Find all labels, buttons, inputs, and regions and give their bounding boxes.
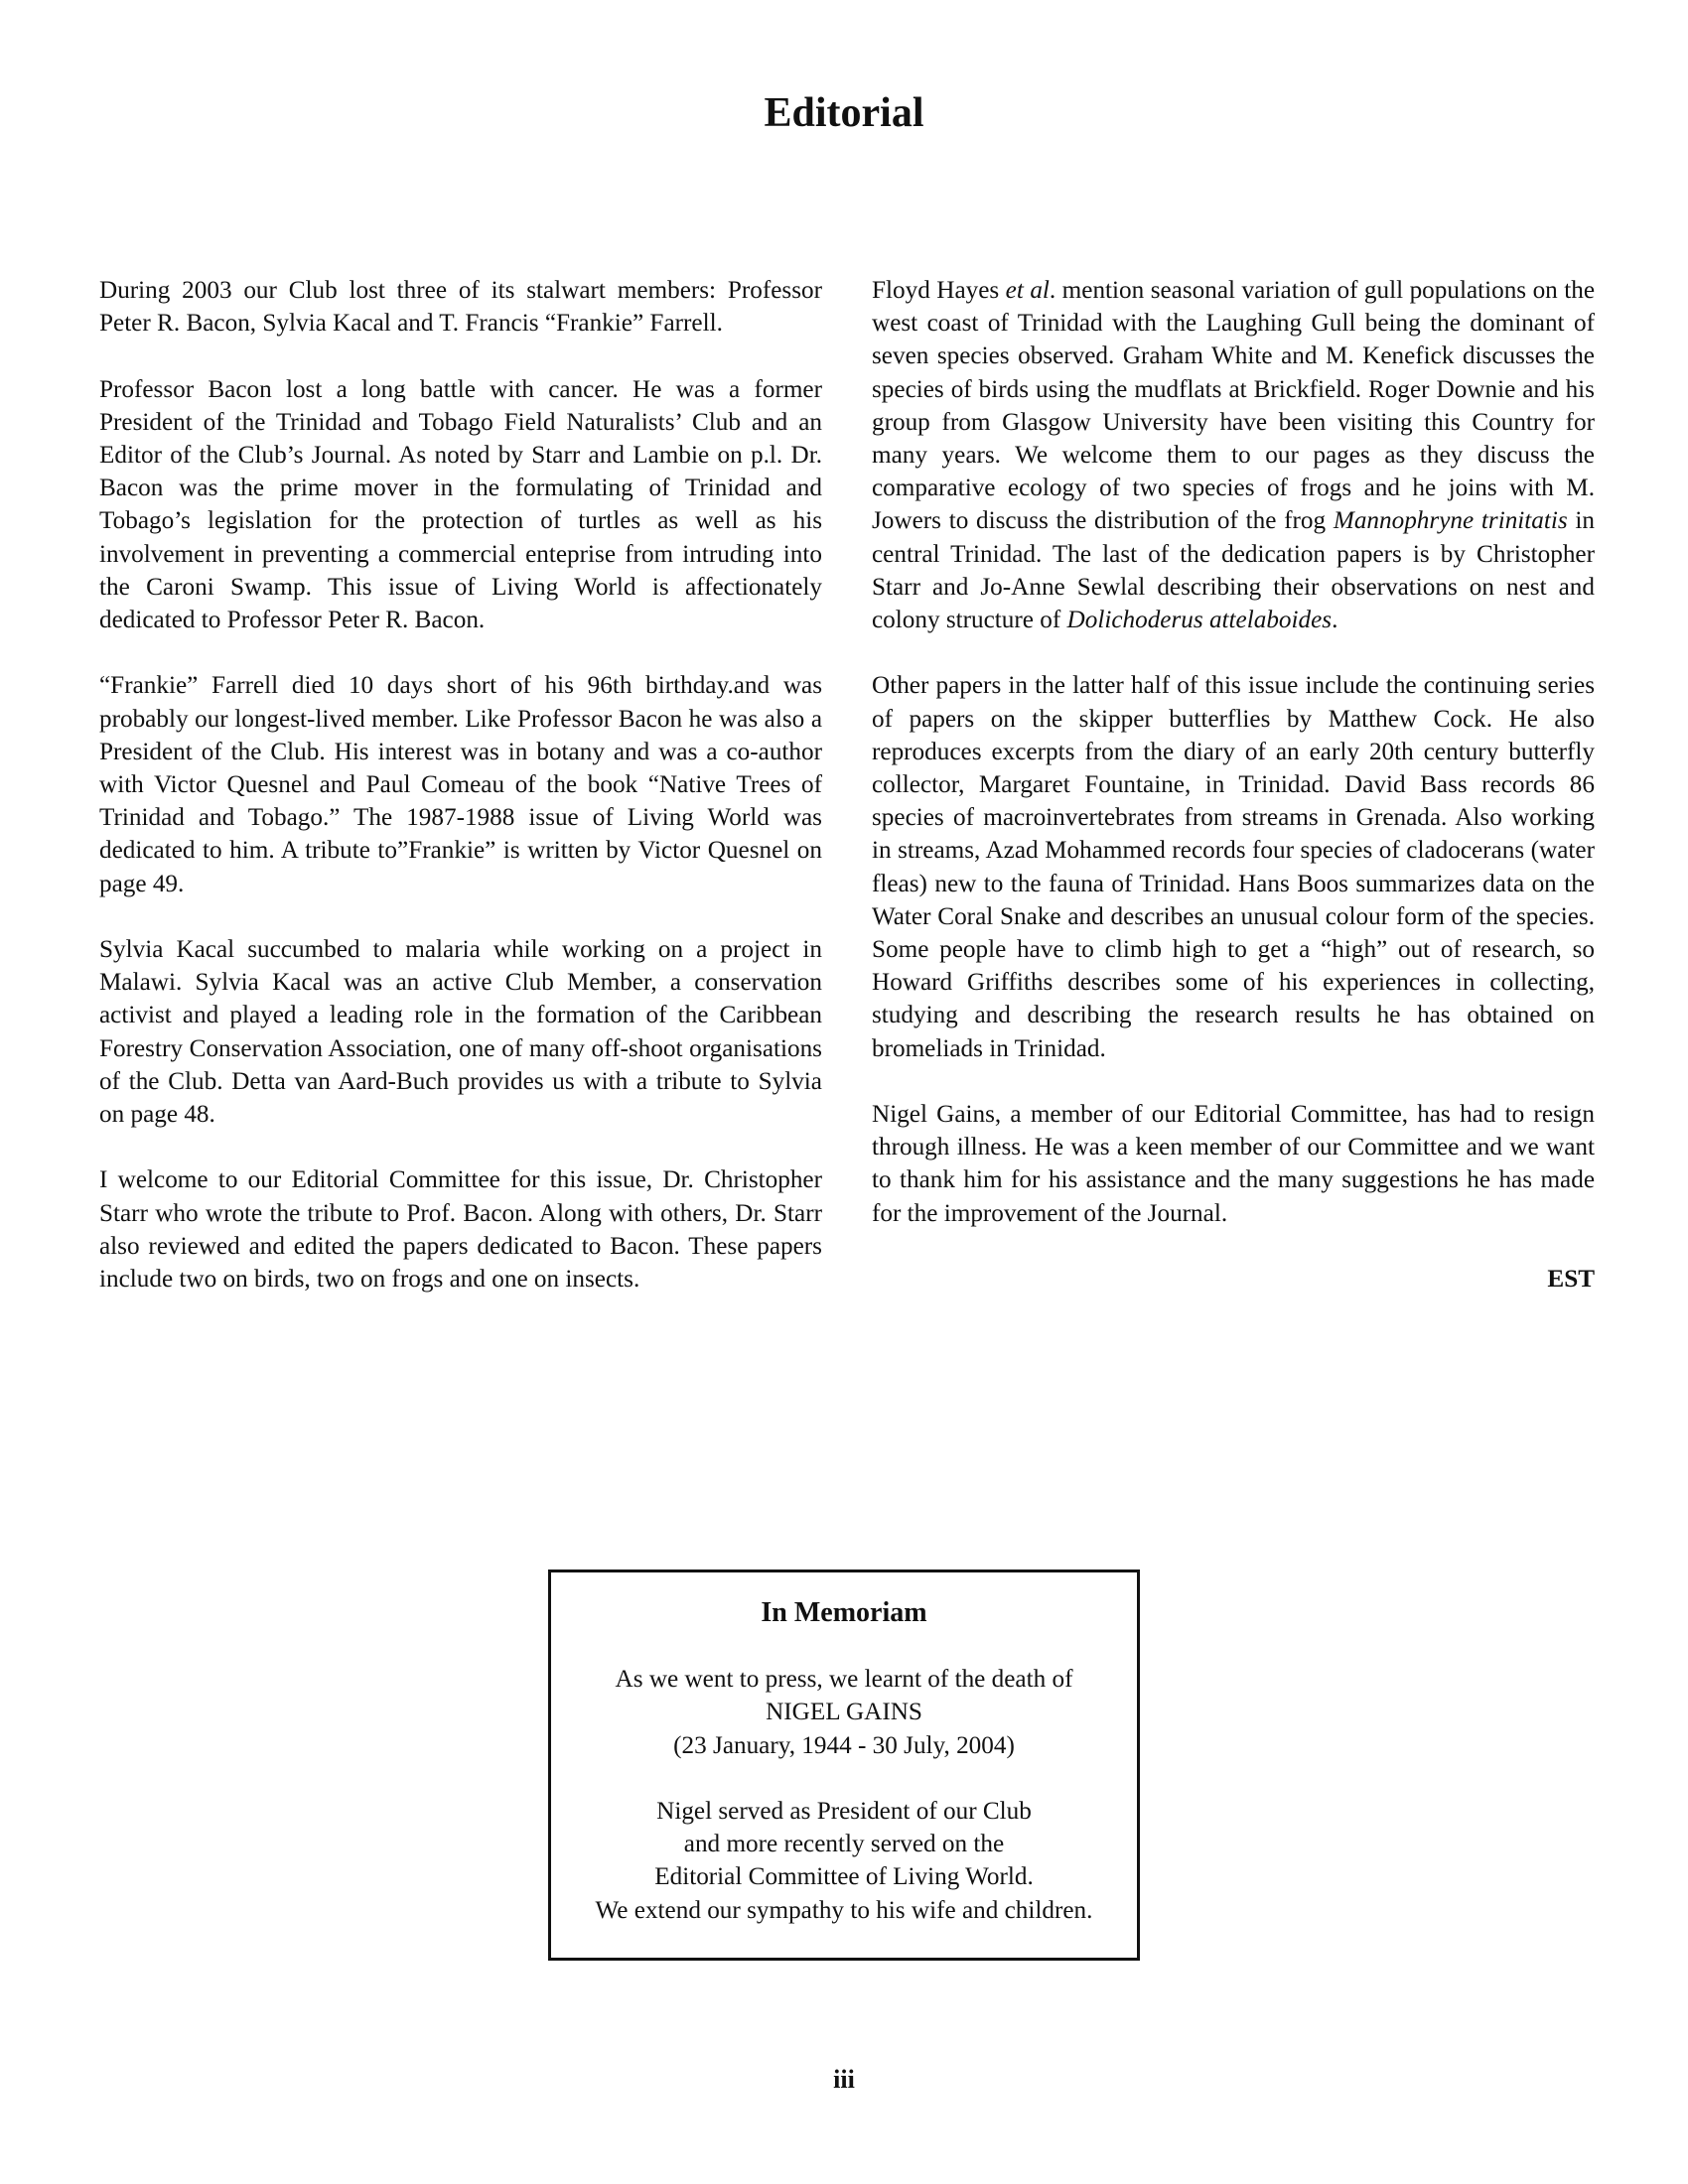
paragraph: I welcome to our Editorial Committee for this issue, Dr. Christopher Starr who wrote the tribute to Prof. Bacon. Along with others, Dr. Starr also reviewed and edited the papers dedicated to Bacon. These papers include two on birds, two on frogs and one on insects. [99,1166,822,1294]
memoriam-dates: (23 January, 1944 - 30 July, 2004) [673,1731,1015,1759]
species-name: Dolichoderus attelaboides [1066,607,1333,634]
paragraph: Sylvia Kacal succumbed to malaria while working on a project in Malawi. Sylvia Kacal was an active Club Member, a conservation activist and played a leading role in the formation of the Caribbean Forestry Conservation Association, one of many off-shoot organisations of the Club. Detta van Aard-Buch provides us with a tribute to Sylvia on page 48. [99,936,822,1129]
in-memoriam-box [548,1570,1140,1961]
text-run: . [1332,607,1338,634]
italic-text: et al [1005,277,1050,304]
paragraph [872,274,1595,636]
text-run: Floyd Hayes [872,277,1006,304]
paragraph: “Frankie” Farrell died 10 days short of his 96th birthday.and was probably our longest-lived member. Like Professor Bacon he was also a President of the Club. His interest was in botany and was a co-author with Victor Quesnel and Paul Comeau of the book “Native Trees of Trinidad and Tobago.” The 1987-1988 issue of Living World was dedicated to him. A tribute to”Frankie” is written by Victor Quesnel on page 49. [99,672,822,897]
memoriam-line: We extend our sympathy to his wife and children. [595,1896,1093,1924]
text-run: in central Trinidad. The last of the dedication papers is by Christopher Starr and Jo-Anne Sewlal describing their observations on nest and colony structure of [872,507,1596,634]
paragraph: Other papers in the latter half of this issue include the continuing series of papers on the skipper butterflies by Matthew Cock. He also reproduces excerpts from the diary of an early 20th century butterfly collector, Margaret Fountaine, in Trinidad. David Bass records 86 species of macroinvertebrates from streams in Grenada. Also working in streams, Azad Mohammed records four species of cladocerans (water fleas) new to the fauna of Trinidad. Hans Boos summarizes data on the Water Coral Snake and describes an unusual colour form of the species. Some people have to climb high to get a “high” out of research, so Howard Griffiths describes some of his experiences in collecting, studying and describing the research results he has obtained on bromeliads in Trinidad. [872,672,1595,1062]
species-name: Mannophryne trinitatis [1333,507,1568,535]
paragraph: Nigel Gains, a member of our Editorial Committee, has had to resign through illness. He was a keen member of our Committee and we want to thank him for his assistance and the many suggestions he has made for the improvement of the Journal. [872,1101,1595,1227]
memoriam-line: Editorial Committee of Living World. [654,1863,1034,1891]
left-column [99,274,822,1296]
memoriam-name: NIGEL GAINS [766,1699,922,1726]
text-run: . mention seasonal variation of gull populations on the west coast of Trinidad with the Laughing Gull being the dominant of seven species observed. Graham White and M. Kenefick discusses the species of birds using the mudflats at Brickfield. Roger Downie and his group from Glasgow University have been visiting this Country for many years. We welcome them to our pages as they discuss the comparative ecology of two species of frogs and he joins with M. Jowers to discuss the distribution of the frog [872,277,1596,535]
paragraph: During 2003 our Club lost three of its stalwart members: Professor Peter R. Bacon, Sylvia Kacal and T. Francis “Frankie” Farrell. [99,277,822,338]
right-column [872,274,1595,1296]
memoriam-line: and more recently served on the [683,1831,1005,1858]
page-title: Editorial [764,90,924,136]
memoriam-line: As we went to press, we learnt of the death of [615,1666,1073,1694]
paragraph: Professor Bacon lost a long battle with cancer. He was a former President of the Trinidad and Tobago Field Naturalists’ Club and an Editor of the Club’s Journal. As noted by Starr and Lambie on p.l. Dr. Bacon was the prime mover in the formulating of Trinidad and Tobago’s legislation for the protection of turtles as well as his involvement in preventing a commercial enteprise from intruding into the Caroni Swamp. This issue of Living World is affectionately dedicated to Professor Peter R. Bacon. [99,375,822,634]
editor-signoff: EST [1547,1266,1595,1294]
memoriam-tribute [551,1795,1137,1927]
memoriam-notice [551,1663,1137,1762]
memoriam-line: Nigel served as President of our Club [656,1798,1032,1825]
page-number: iii [833,2065,855,2094]
memoriam-title: In Memoriam [761,1597,927,1628]
